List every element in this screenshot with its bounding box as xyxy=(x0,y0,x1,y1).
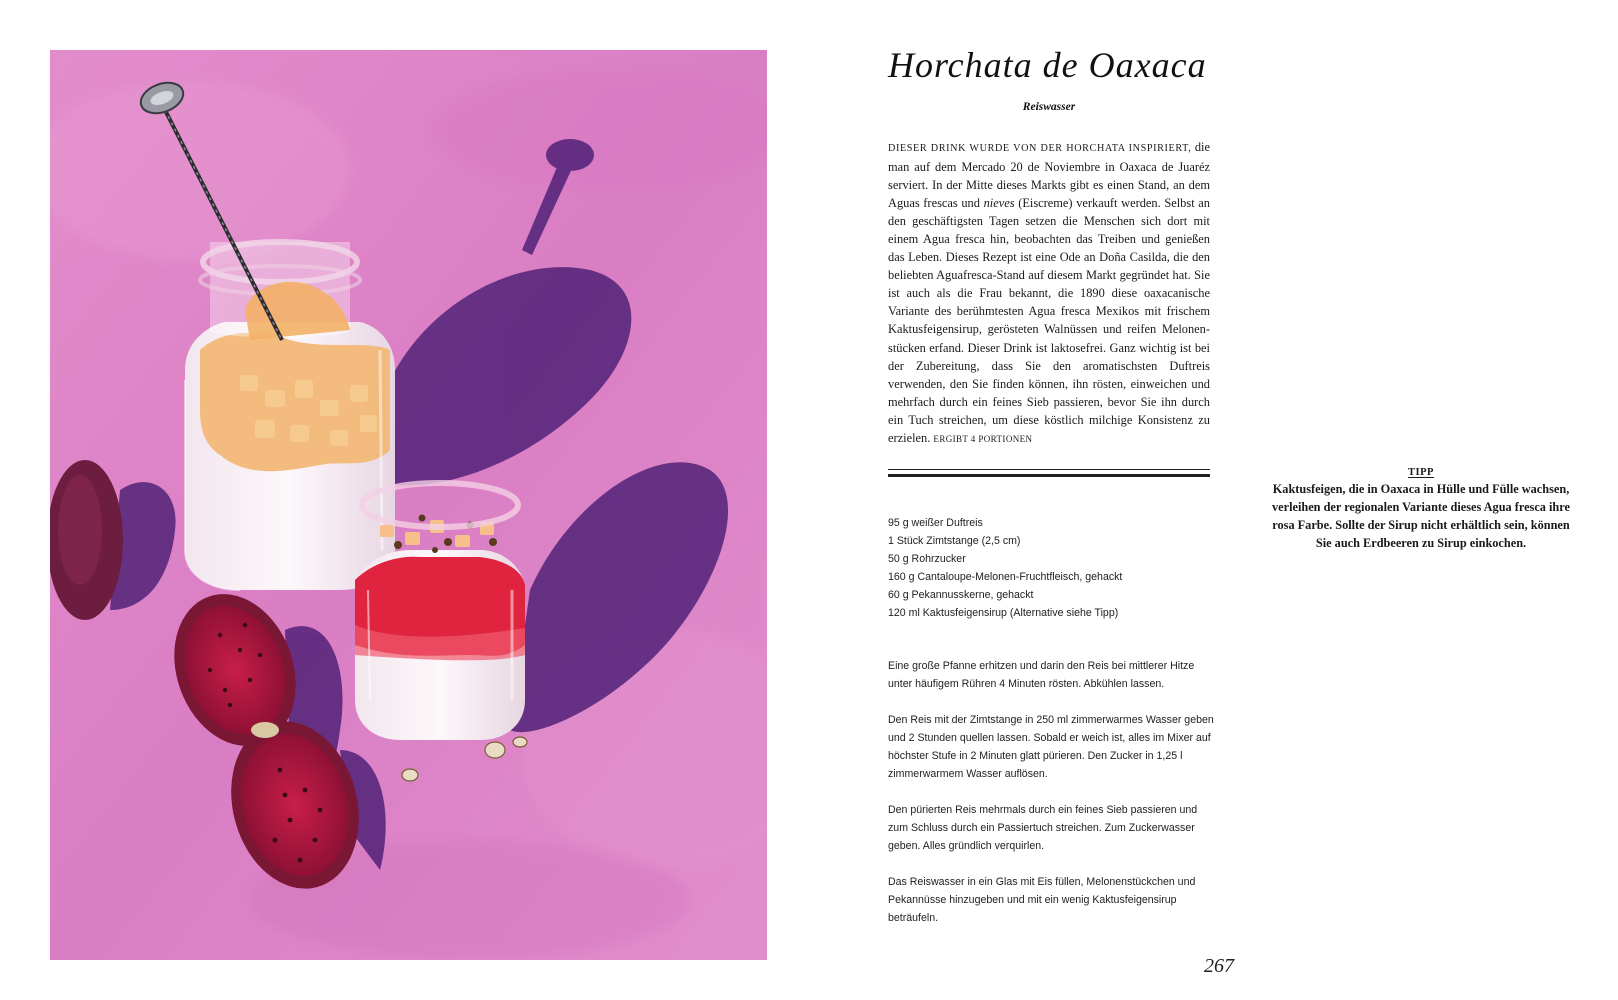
ingredient-item: 95 g weißer Duftreis xyxy=(888,517,983,529)
ingredients-list xyxy=(888,514,1228,622)
ingredient-item: 120 ml Kaktusfeigensirup (Alternative siehe Tipp) xyxy=(888,607,1119,619)
horchata-photo xyxy=(50,50,767,960)
divider-thick xyxy=(888,474,1210,477)
ingredient-item: 60 g Pekannusskerne, gehackt xyxy=(888,589,1034,601)
divider-thin xyxy=(888,469,1210,470)
intro-lead: DIESER DRINK WURDE VON DER HORCHATA INSPIRIERT, xyxy=(888,143,1192,154)
method-steps xyxy=(888,657,1218,945)
recipe-intro xyxy=(888,138,1210,448)
tip-text: Kaktusfeigen, die in Oaxaca in Hülle und Fülle wachsen, verleihen der regionalen Variante dieses Agua fresca ihre rosa Farbe. Sollte der Sirup nicht erhältlich sein, können Sie auch Erdbeeren zu Sirup einkochen. xyxy=(1272,482,1570,550)
method-step: Eine große Pfanne erhitzen und darin den Reis bei mittlerer Hitze unter häufigem Rühren 4 Minuten rösten. Abkühlen lassen. xyxy=(888,660,1195,690)
recipe-yield: ERGIBT 4 PORTIONEN xyxy=(933,433,1033,444)
intro-text-2: (Eiscreme) verkauft werden. Selbst an den geschäftigsten Tagen setzen die Menschen sich dort mit einem Agua fresca hin, beobachten das Treiben und genießen das Leben. Dieses Rezept ist eine Ode an Doña Casilda, die den beliebten Aguafresca-Stand auf diesem Markt gegründet hat. Sie ist auch als die Frau bekannt, die 1890 diese oaxacanische Variante des berühmtesten Agua fresca Mexikos mit frischem Kaktusfeigensirup, gerösteten Walnüssen und reifen Melonenstücken erfand. Dieser Drink ist laktosefrei. Ganz wichtig ist bei der Zubereitung, dass Sie den aromatischsten Duftreis verwenden, den Sie finden können, ihn rösten, einweichen und mehrfach durch ein feines Sieb passieren, bevor Sie ihn durch ein Tuch streichen, um diese köstlich milchige Konsistenz zu erzielen. xyxy=(888,196,1210,445)
intro-text-1: die man auf dem Mercado 20 de Noviembre in Oaxaca de Juaréz serviert. In der Mitte dieses Markts gibt es einen Stand, an dem Aguas frescas und xyxy=(888,140,1210,211)
page-number: 267 xyxy=(1204,955,1234,977)
method-step: Den Reis mit der Zimtstange in 250 ml zimmerwarmes Wasser geben und 2 Stunden quellen lassen. Sobald er weich ist, alles im Mixer auf höchster Stufe in 2 Minuten glatt pürieren. Den Zucker in 1,25 l zimmerwarmem Wasser auflösen. xyxy=(888,714,1214,780)
tip-box xyxy=(1268,462,1574,552)
recipe-subtitle: Reiswasser xyxy=(1022,101,1076,113)
intro-italic: nieves xyxy=(983,196,1015,211)
tip-heading: TIPP xyxy=(1408,467,1434,478)
ingredient-item: 1 Stück Zimtstange (2,5 cm) xyxy=(888,535,1021,547)
method-step: Den pürierten Reis mehrmals durch ein feines Sieb passieren und zum Schluss durch ein Passiertuch streichen. Zum Zuckerwasser geben. Alles gründlich verquirlen. xyxy=(888,804,1198,852)
recipe-title: Horchata de Oaxaca xyxy=(888,45,1207,85)
method-step: Das Reiswasser in ein Glas mit Eis füllen, Melonenstückchen und Pekannüsse hinzugeben und mit ein wenig Kaktusfeigensirup beträufeln. xyxy=(888,876,1196,924)
ingredient-item: 160 g Cantaloupe-Melonen-Fruchtfleisch, gehackt xyxy=(888,571,1123,583)
ingredient-item: 50 g Rohrzucker xyxy=(888,553,966,565)
